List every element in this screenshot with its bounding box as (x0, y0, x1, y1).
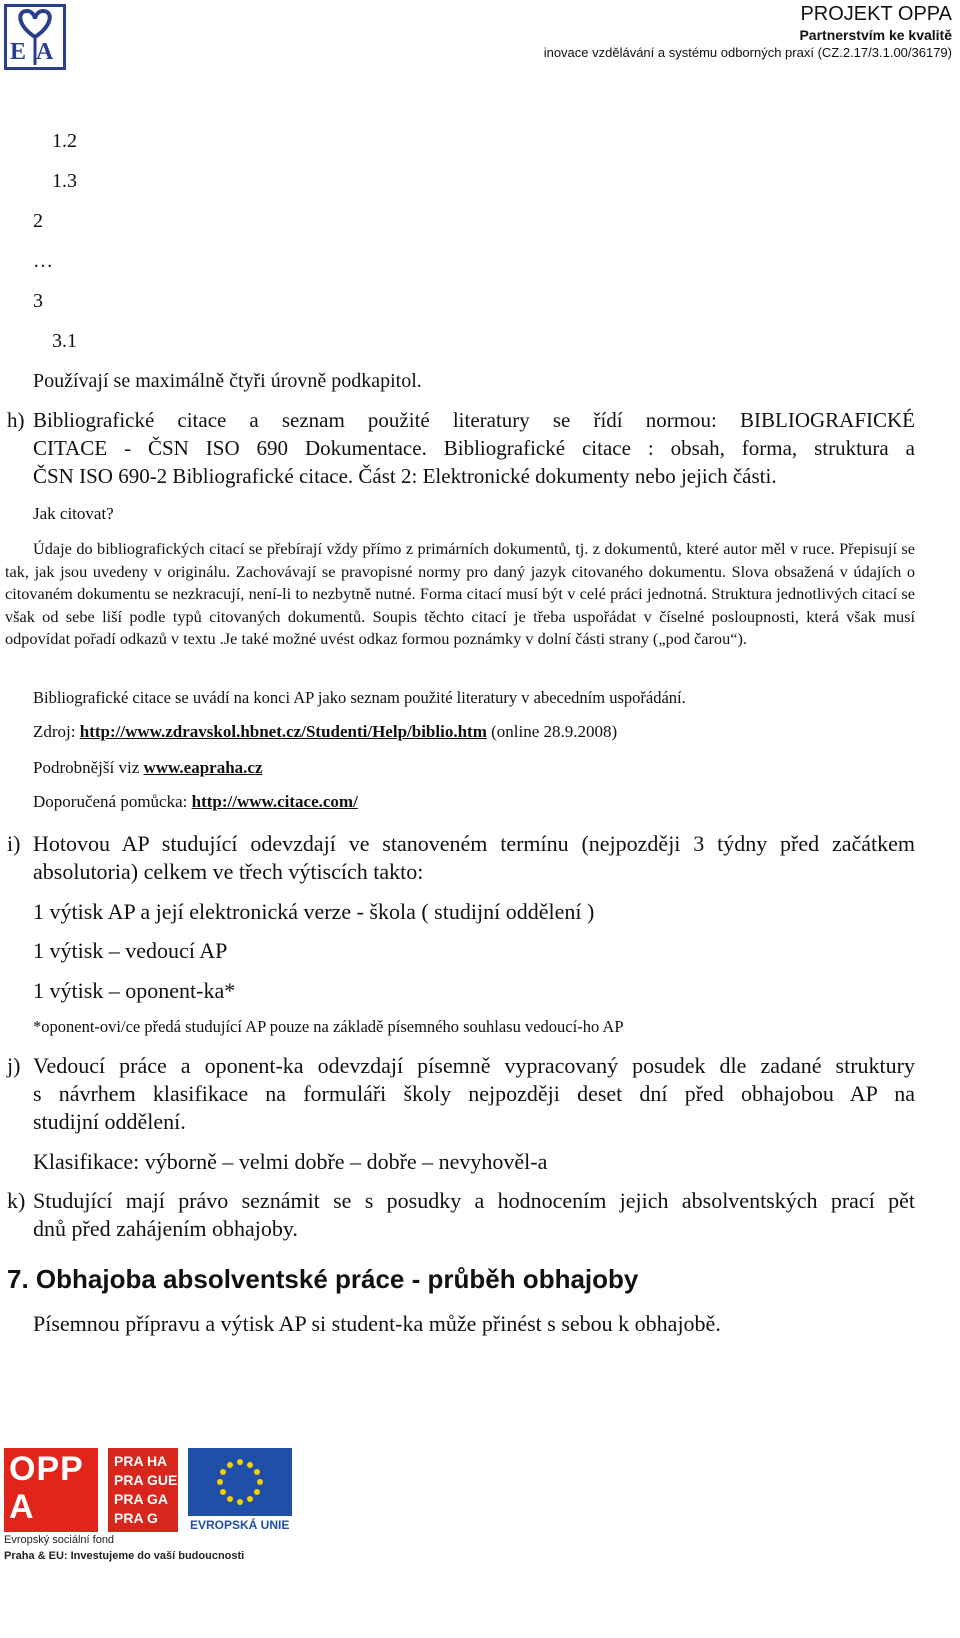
tool-line (33, 792, 358, 812)
eu-stars-icon (188, 1448, 292, 1516)
details-line (33, 758, 262, 778)
how-to-cite: Jak citovat? (33, 504, 114, 523)
copy-3: 1 výtisk – oponent-ka* (33, 978, 236, 1003)
details-label: Podrobnější viz (33, 758, 140, 777)
item-h-line-1: Bibliografické citace a seznam použité literatury se řídí normou: BIBLIOGRAFICKÉ (33, 408, 915, 432)
praha-logo-text: GUE (146, 1472, 178, 1488)
header-subtitle: Partnerstvím ke kvalitě (799, 27, 952, 43)
item-h-line-3: ČSN ISO 690-2 Bibliografické citace. Část 2: Elektronické dokumenty nebo jejich části. (33, 464, 777, 488)
item-i-line-1: Hotovou AP studující odevzdají ve stanoveném termínu (nejpozději 3 týdny před začátkem (33, 831, 915, 856)
item-j-label: j) (7, 1053, 21, 1078)
copy-1: 1 výtisk AP a její elektronická verze - škola ( studijní oddělení ) (33, 899, 595, 924)
outline-3-1: 3.1 (52, 330, 77, 352)
copy-2: 1 výtisk – vedoucí AP (33, 938, 228, 963)
item-h-label: h) (7, 408, 25, 432)
citation-rules: Údaje do bibliografických citací se přebírají vždy přímo z primárních dokumentů, tj. z dokumentů, které autor měl v ruce. Přepisují se tak, jak jsou uvedeny v originálu. Zachovávají se pravopisné normy pro daný jazyk citovaného dokumentu. Slova obsažená v údajích o citovaném dokumentu se nezkracují, není-li to nezbytně nutné. Forma citací musí být v celé práci jednotná. Struktura jednotlivých citací se však od sebe liší podle typů citovaných dokumentů. Soupis těchto citací je třeba uspořádat v číselné posloupnosti, která však musí odpovídat pořadí odkazů v textu .Je také možné uvést odkaz formou poznámky v dolní části strany („pod čarou“). (5, 539, 915, 649)
item-k-line-1: Studující mají právo seznámit se s posudky a hodnocením jejich absolventských prací pět (33, 1188, 915, 1213)
details-link[interactable]: www.eapraha.cz (143, 758, 263, 777)
source-line (33, 722, 617, 742)
praha-logo-text: PRA (114, 1510, 144, 1526)
item-j-line-1: Vedoucí práce a oponent-ka odevzdají písemně vypracovaný posudek dle zadané struktury (33, 1053, 915, 1078)
praha-logo-text: G (146, 1510, 158, 1526)
header-project: inovace vzdělávání a systému odborných praxí (CZ.2.17/3.1.00/36179) (543, 45, 952, 60)
outline-3: 3 (33, 290, 43, 312)
item-h-line-2: CITACE - ČSN ISO 690 Dokumentace. Bibliografické citace : obsah, forma, struktura a (33, 436, 915, 460)
ea-logo (4, 4, 66, 70)
praha-logo-text: HA (146, 1453, 168, 1469)
item-k-label: k) (7, 1188, 26, 1213)
item-i-line-2: absolutoria) celkem ve třech výtiscích takto: (33, 859, 424, 884)
item-i-label: i) (7, 831, 21, 856)
praha-logo (108, 1448, 178, 1532)
grading: Klasifikace: výborně – velmi dobře – dobře – nevyhověl-a (33, 1149, 548, 1174)
outline-2: 2 (33, 210, 43, 232)
bibliography-note: Bibliografické citace se uvádí na konci AP jako seznam použité literatury v abecedním uspořádání. (33, 688, 686, 707)
copy-footnote: *oponent-ovi/ce předá studující AP pouze na základě písemného souhlasu vedoucí-ho AP (33, 1017, 624, 1036)
section-7-text: Písemnou přípravu a výtisk AP si student-ka může přinést s sebou k obhajobě. (33, 1311, 721, 1336)
eu-label: EVROPSKÁ UNIE (190, 1518, 290, 1532)
eu-flag (188, 1448, 292, 1516)
oppa-logo-text: OPPA (9, 1450, 84, 1526)
header-title: PROJEKT OPPA (800, 3, 952, 25)
praha-logo-text: PRA (114, 1472, 144, 1488)
item-j-line-3: studijní oddělení. (33, 1109, 186, 1134)
fund-line-2: Praha & EU: Investujeme do vaší budoucnosti (4, 1550, 245, 1562)
oppa-logo (4, 1448, 98, 1532)
source-label: Zdroj: (33, 722, 76, 741)
fund-line-1: Evropský sociální fond (4, 1534, 115, 1546)
outline-1-2: 1.2 (52, 130, 77, 152)
praha-logo-text: PRA (114, 1453, 144, 1469)
tool-label: Doporučená pomůcka: (33, 792, 188, 811)
praha-logo-text: PRA (114, 1491, 144, 1507)
source-link[interactable]: http://www.zdravskol.hbnet.cz/Studenti/Help/biblio.htm (79, 722, 487, 741)
logo-text: EA (10, 39, 64, 65)
outline-1-3: 1.3 (52, 170, 77, 192)
source-date: (online 28.9.2008) (491, 722, 618, 741)
section-7-heading: 7. Obhajoba absolventské práce - průběh obhajoby (7, 1264, 639, 1294)
outline-ellipsis: … (33, 250, 53, 272)
item-k-line-2: dnů před zahájením obhajoby. (33, 1216, 298, 1241)
levels-note: Používají se maximálně čtyři úrovně podkapitol. (33, 370, 422, 392)
item-j-line-2: s návrhem klasifikace na formuláři školy nejpozději deset dní před obhajobou AP na (33, 1081, 915, 1106)
praha-logo-text: GA (146, 1491, 168, 1507)
tool-link[interactable]: http://www.citace.com/ (191, 792, 358, 811)
